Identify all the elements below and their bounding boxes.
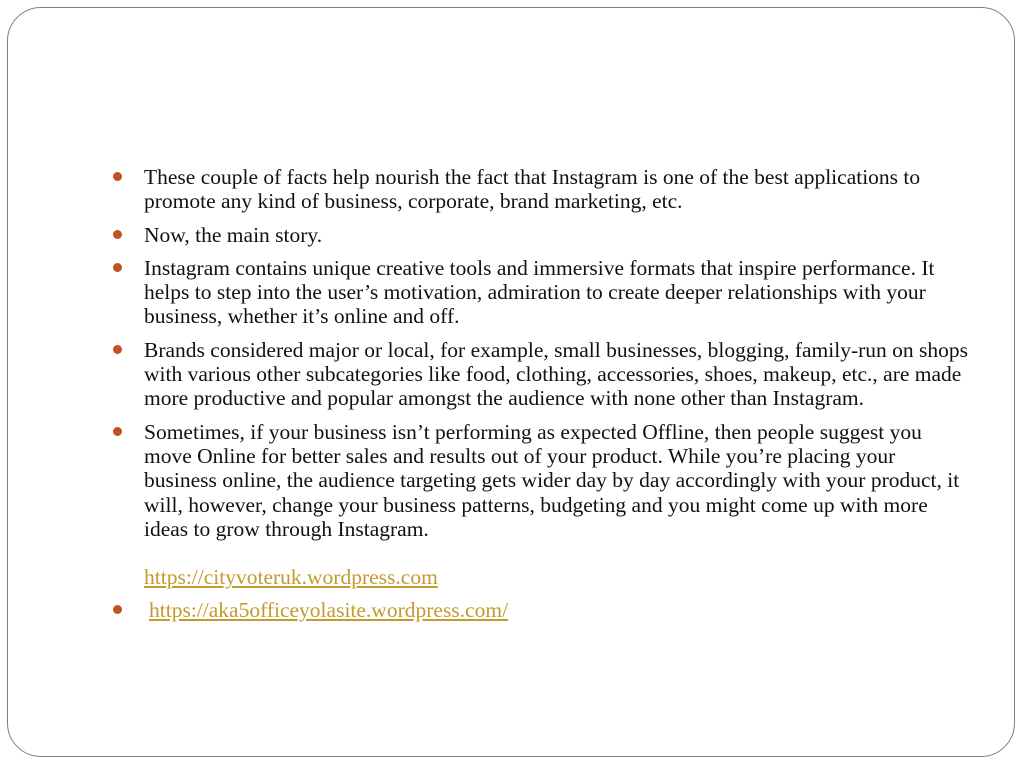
slide-content xyxy=(112,165,972,632)
bullet-item-3 xyxy=(112,256,972,329)
bullet-item-5 xyxy=(112,420,972,541)
bullet-item-4 xyxy=(112,338,972,411)
bullet-dot-icon xyxy=(113,345,122,354)
bullet-dot-icon xyxy=(113,263,122,272)
bullet-text-5: Sometimes, if your business isn’t performing as expected Offline, then people suggest you move Online for better sales and results out of your product. While you’re placing your business online, the audience targeting gets wider day by day accordingly with your product, it will, however, change your business patterns, budgeting and you might come up with more ideas to grow through Instagram. xyxy=(144,419,960,541)
bullet-dot-icon xyxy=(113,605,122,614)
bullet-text-2: Now, the main story. xyxy=(144,222,323,247)
bullet-item-link xyxy=(112,598,972,622)
link-aka5officeyolasite[interactable]: https://aka5officeyolasite.wordpress.com/ xyxy=(149,598,509,623)
bullet-text-1: These couple of facts help nourish the fact that Instagram is one of the best applications to promote any kind of business, corporate, brand marketing, etc. xyxy=(144,165,921,214)
bullet-dot-icon xyxy=(113,427,122,436)
bullet-text-3: Instagram contains unique creative tools and immersive formats that inspire performance. It helps to step into the user’s motivation, admiration to create deeper relationships with your business, whether it’s online and off. xyxy=(144,255,935,329)
bullet-dot-icon xyxy=(113,230,122,239)
bullet-text-4: Brands considered major or local, for example, small businesses, blogging, family-run on shops with various other subcategories like food, clothing, accessories, shoes, makeup, etc., are made more productive and popular amongst the audience with none other than Instagram. xyxy=(144,337,969,411)
bullet-item-2 xyxy=(112,223,972,247)
link-line-1 xyxy=(112,565,972,589)
bullet-item-1 xyxy=(112,165,972,214)
link-cityvoteruk[interactable]: https://cityvoteruk.wordpress.com xyxy=(144,565,438,590)
bullet-dot-icon xyxy=(113,172,122,181)
